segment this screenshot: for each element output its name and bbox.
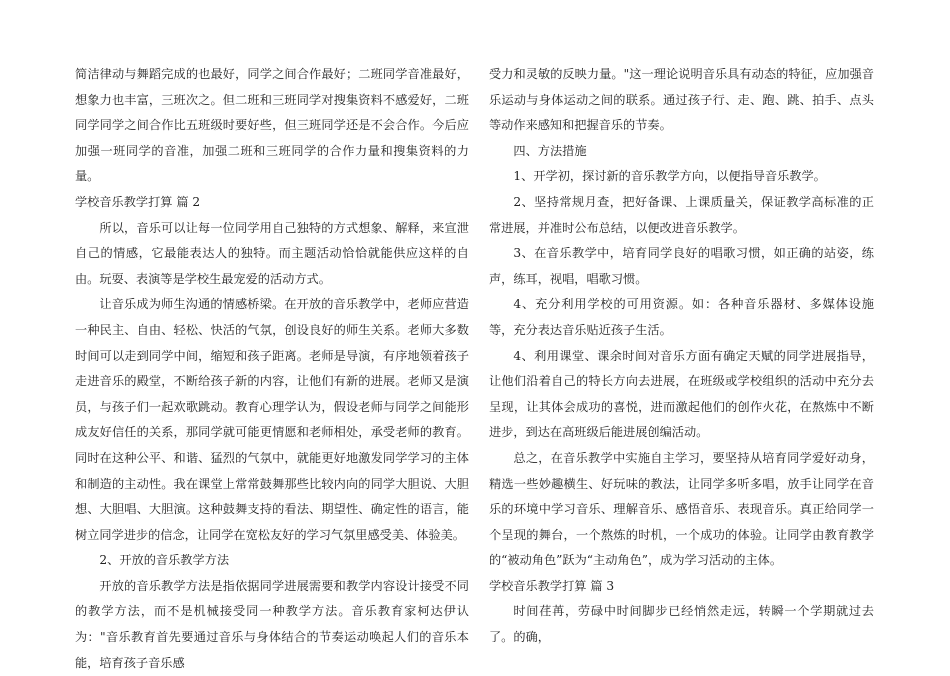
- section-heading-part-2: 学校音乐教学打算 篇 2: [75, 194, 201, 209]
- measure-item-1: 1、开学初，探讨新的音乐教学方向，以便指导音乐教学。: [513, 169, 826, 184]
- continuation-paragraph: 受力和灵敏的反映力量。"这一理论说明音乐具有动态的特征，应加强音乐运动与身体运动之间的联系。通过孩子行、走、跑、跳、拍手、点头等动作来感知和把握音乐的节奏。: [489, 67, 874, 133]
- paragraph-conclusion: 总之，在音乐教学中实施自主学习，要坚持从培育同学爱好动身，精选一些妙趣横生、好玩味的教法，让同学多听多唱，放手让同学在音乐的环境中学习音乐、理解音乐、感悟音乐、表现音乐。真正给同学一个呈现的舞台，一个熬炼的时机，一个成功的体验。让同学由教育教学的“被动角色”跃为“主动角色”，成为学习活动的主体。: [489, 450, 874, 568]
- measure-item-3: 3、在音乐教学中，培育同学良好的唱歌习惯，如正确的站姿，练声，练耳，视唱，唱歌习惯。: [489, 246, 874, 286]
- paragraph-teacher-student-bridge: 让音乐成为师生沟通的情感桥梁。在开放的音乐教学中，老师应营造一种民主、自由、轻松、快活的气氛，创设良好的师生关系。老师大多数时间可以走到同学中间，缩短和孩子距离。老师是导演，有序地领着孩子走进音乐的殿堂，不断给孩子新的内容，让他们有新的进展。老师又是演员，与孩子们一起欢歌跳动。教育心理学认为，假设老师与同学之间能形成友好信任的关系，那同学就可能更情愿和老师相处，承受老师的教育。同时在这种公平、和谐、猛烈的气氛中，就能更好地激发同学学习的主体和制造的主动性。我在课堂上常常鼓舞那些比较内向的同学大胆说、大胆想、大胆唱、大胆演。这种鼓舞支持的看法、期望性、确定性的语言，能树立同学进步的信念，让同学在宽松友好的学习气氛里感受美、体验美。: [75, 297, 469, 542]
- subheading-methods-and-measures: 四、方法措施: [513, 143, 587, 158]
- section-heading-part-3: 学校音乐教学打算 篇 3: [489, 578, 615, 593]
- paragraph-time-passes: 时间荏苒，劳碌中时间脚步已经悄然走远，转瞬一个学期就过去了。的确，: [489, 604, 874, 645]
- measure-item-2: 2、坚持常规月查，把好备课、上课质量关，保证教学高标准的正常进展，并准时公布总结，以便改进音乐教学。: [489, 194, 874, 235]
- paragraph-open-teaching-method: 开放的音乐教学方法是指依据同学进展需要和教学内容设计接受不同的教学方法，而不是机械接受同一种教学方法。音乐教育家柯达伊认为："音乐教育首先要通过音乐与身体结合的节奏运动唤起人们的音乐本能，培育孩子音乐感: [75, 578, 469, 670]
- measure-item-4-talent-guidance: 4、利用课堂、课余时间对音乐方面有确定天赋的同学进展指导，让他们沿着自己的特长方向去进展，在班级或学校组织的活动中充分去呈现，让其体会成功的喜悦，进而激起他们的创作火花，在熬炼中不断进步，到达在高班级后能进展创编活动。: [489, 348, 874, 440]
- right-column: [489, 62, 874, 651]
- continuation-paragraph: 简洁律动与舞蹈完成的也最好，同学之间合作最好；二班同学音准最好，想象力也丰富，三班次之。但二班和三班同学对搜集资料不感爱好，二班同学同学之间合作比五班级时要好些，但三班同学还是不会合作。今后应加强一班同学的音准，加强二班和三班同学的合作力量和搜集资料的力量。: [75, 67, 469, 184]
- left-column: [75, 62, 469, 676]
- measure-item-4-resources: 4、充分利用学校的可用资源。如：各种音乐器材、多媒体设施等，充分表达音乐贴近孩子生活。: [489, 297, 874, 337]
- paragraph-freedom-of-expression: 所以，音乐可以让每一位同学用自己独特的方式想象、解释，来宣泄自己的情感，它最能表达人的独特。而主题活动恰恰就能供应这样的自由。玩耍、表演等是学校生最宠爱的活动方式。: [75, 220, 469, 286]
- subheading-open-teaching-method: 2、开放的音乐教学方法: [99, 553, 230, 568]
